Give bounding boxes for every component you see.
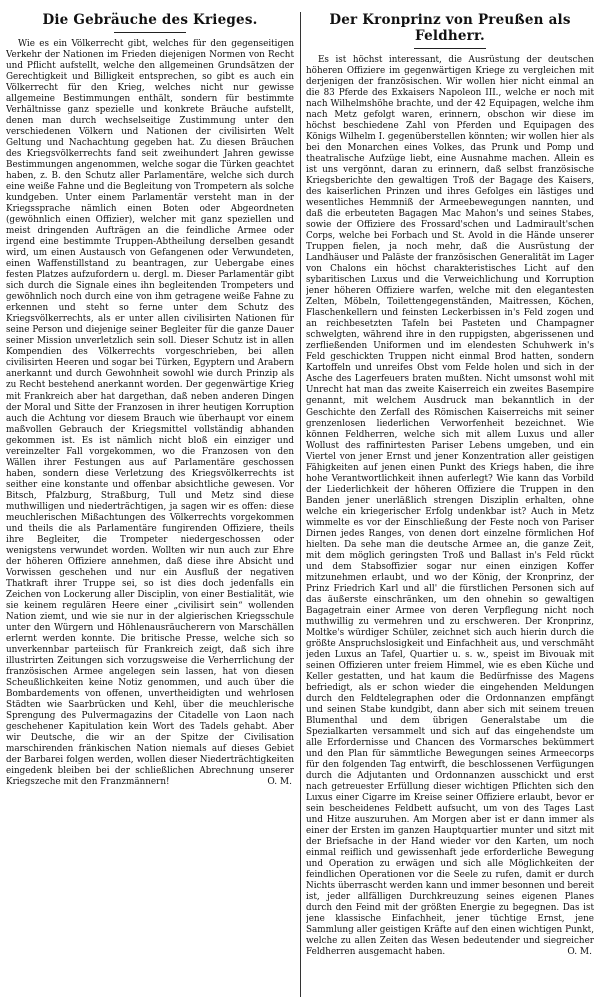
title-rule (114, 32, 186, 33)
two-column-layout (6, 10, 594, 1000)
left-article-text: Wie es ein Völkerrecht gibt, welches für den gegenseitigen Verkehr der Nationen im Frieden diejenigen Normen von Recht und Pflicht aufstellt, welche den allgemeinen Grundsätzen der Gerechtigkeit und Billigkeit entsprechen, so gibt es auch ein Völkerrecht für den Krieg, welches nicht nur gewisse allgemeine Bestimmungen enthält, sondern für bestimmte Verhältnisse ganz spezielle und konkrete Bräuche aufstellt, denen man durch wechselseitige Zustimmung unter den verschiedenen Völkern und Nationen der civilisirten Welt Geltung und Nachachtung gegeben hat. Zu diesen Bräuchen des Kriegsvölkerrechts fand seit zweihundert Jahren gewisse Bestimmungen angenommen, welche sogar die Türken geachtet haben, z. B. den Schutz aller Parlamentäre, welche sich durch eine weiße Fahne und die Begleitung von Trompetern als solche kundgeben. Unter einem Parlamentär versteht man in der Kriegssprache nämlich einen Boten oder Abgeordneten (gewöhnlich einen Offizier), welcher mit ganz speziellen und meist dringenden Aufträgen an die feindliche Armee oder irgend eine bestimmte Truppen-Abtheilung derselben gesandt wird, um einen Austausch von Gefangenen oder Verwundeten, einen Waffenstillstand zu beantragen, zur Uebergabe eines festen Platzes aufzufordern u. dergl. m. Dieser Parlamentär gibt sich durch die Signale eines ihn begleitenden Trompeters und gewöhnlich noch durch eine von ihm getragene weiße Fahne zu erkennen und steht so ferne unter dem Schutz des Kriegsvölkerrechts, als er unter allen civilisirten Nationen für seine Person und diejenige seiner Begleiter für die ganze Dauer seiner Mission unverletzlich sein soll. Dieser Schutz ist in allen Kompendien des Völkerrechts vorgeschrieben, bei allen civilisirten Heeren und sogar bei Türken, Egyptern und Arabern anerkannt und durch Gewohnheit sowohl wie durch Prinzip als zu Recht bestehend anerkannt worden. Der gegenwärtige Krieg mit Frankreich aber hat dargethan, daß neben anderen Dingen der Moral und Sitte der Franzosen in ihrer heutigen Korruption auch die Achtung vor diesem Brauch wie überhaupt vor einem maßvollen Gebrauch der Kriegsmittel vollständig abhanden gekommen ist. Es ist nämlich nicht bloß ein einziger und vereinzelter Fall vorgekommen, wo die Franzosen von den Wällen ihrer Festungen aus auf Parlamentäre geschossen haben, sondern diese Verletzung des Kriegsvölkerrechts ist seither eine konstante und offenbar absichtliche gewesen. Vor Bitsch, Pfalzburg, Straßburg, Tull und Metz sind diese muthwilligen und niederträchtigen, ja sagen wir es offen: diese meuchlerischen Mißachtungen des Völkerrechts vorgekommen und theils die als Parlamentäre fungirenden Offiziere, theils ihre Begleiter, die Trompeter niedergeschossen oder wenigstens verwundet worden. Wollten wir nun auch zur Ehre der höheren Offiziere annehmen, daß diese ihre Absicht und Vorwissen geschehen und nur ein Ausfluß der negativen Thatkraft ihrer Truppe sei, so ist dies doch jedenfalls ein Zeichen von Lockerung aller Disciplin, von einer Bestialität, wie sie keinem regulären Heere einer „civilisirt sein“ wollenden Nation ziemt, und wie sie nur in der algierischen Kriegsschule unter den Würgern und Höhlenausräucherern von Marschällen erlernt werden konnte. Die britische Presse, welche sich so unverkennbar parteiisch für Frankreich zeigt, daß sich ihre illustrirten Zeitungen sich vorzugsweise die Verherrlichung der französischen Armee angelegen sein lassen, hat von diesen Scheußlichkeiten keine Notiz genommen, und auch über die Bombardements von offenen, unvertheidigten und wehrlosen Städten wie Saarbrücken und Kehl, über die meuchlerische Sprengung des Pulvermagazins der Citadelle von Laon nach geschehener Kapitulation kein Wort des Tadels gehabt. Aber wir Deutsche, die wir an der Spitze der Civilisation marschirenden fränkischen Nation niemals auf dieses Gebiet der Barbarei folgen werden, wollen dieser Niederträchtigkeiten eingedenk bleiben bei der schließlichen Abrechnung unserer Kriegszeche mit den Franzmännern! (6, 39, 294, 788)
right-article-text: Es ist höchst interessant, die Ausrüstung der deutschen höheren Offiziere im gegenwärtigen Kriege zu vergleichen mit derjenigen der französischen. Wir wollen hier nicht einmal an die 83 Pferde des Exkaisers Napoleon III., welche er noch mit nach Wilhelmshöhe brachte, und der 42 Equipagen, welche ihm nach Metz gefolgt waren, erinnern, obschon wir diese im höchst beschiedene Zahl von Pferden und Equipagen des Königs Wilhelm I. gegenüberstellen könnten; wir wollen hier als bei den Monarchen eines Volkes, das Prunk und Pomp und theatralische Aufzüge liebt, eine Ausnahme machen. Allein es ist uns vergönnt, daran zu erinnern, daß selbst französische Kriegsberichte den gewaltigen Troß der Bagage des Kaisers, des kaiserlichen Prinzen und ihres Gefolges ein lästiges und wesentliches Hemmniß der Armeebewegungen nannten, und daß die erbeuteten Bagagen Mac Mahon's und seines Stabes, sowie der Offiziere des Frossard'schen und Ladmirault'schen Corps, welche bei Forbach und St. Avold in die Hände unserer Truppen fielen, ja noch mehr, daß die Ausrüstung der Landhäuser und Paläste der französischen Generalität im Lager von Chalons ein höchst charakteristisches Licht auf den sybaritischen Luxus und die Verweichlichung und Korruption jener höheren Offiziere warfen, welche mit den elegantesten Zelten, Möbeln, Toilettengegenständen, Maitressen, Köchen, Flaschenkellern und feinsten Leckerbissen in's Feld zogen und an reichbesetzten Tafeln bei Pasteten und Champagner schwelgten, während ihre in den ruppigsten, abgerissenen und zerfließenden Uniformen und im elendesten Schuhwerk in's Feld geschickten Truppen nicht einmal Brod hatten, sondern Kartoffeln und unreifes Obst vom Felde holen und sich in der Asche des Lagerfeuers braten mußten. Nicht umsonst wohl mit Unrecht hat man das zweite Kaiserreich ein zweites Basempire genannt, mit welchem Ausdruck man bekanntlich in der Geschichte den Zerfall des Römischen Kaiserreichs mit seiner grenzenlosen liederlichen Verworfenheit bezeichnet. Wie können Feldherren, welche sich mit allem Luxus und aller Wollust des raffinirtesten Pariser Lebens umgeben, und ein Viertel von jener Ernst und jener Konzentration aller geistigen Fähigkeiten auf jenen einen Punkt des Kriegs haben, die ihre hohe Verantwortlichkeit ihnen auferlegt? Wie kann das Vorbild der Liederlichkeit der höheren Offiziere die Truppen in den Banden jener unerläßlich strengen Disziplin erhalten, ohne welche ein kriegerischer Erfolg undenkbar ist? Auch in Metz wimmelte es vor der Einschließung der Feste noch von Pariser Dirnen jedes Ranges, von denen dort einzelne förmlichen Hof hielten. Da sehe man die deutsche Armee an, die ganze Zeit, mit dem möglich geringsten Troß und Ballast in's Feld rückt und dem Stabsoffizier sogar nur einen einzigen Koffer mitzunehmen erlaubt, und wo der König, der Kronprinz, der Prinz Friedrich Karl und all' die fürstlichen Personen sich auf das äußerste einschränken, um den ohnehin so gewaltigen Bagagetrain einer Armee von deren Verpflegung nicht noch muthwillig zu vermehren und zu erschweren. Der Kronprinz, Moltke's würdiger Schüler, zeichnet sich auch hierin durch die größte Anspruchslosigkeit und Einfachheit aus, und verschmäht jeden Luxus an Tafel, Quartier u. s. w., speist im Bivouak mit seinen Offizieren unter freiem Himmel, wie es eben Küche und Keller gestatten, und hat kaum die Bedürfnisse des Magens befriedigt, als er schon wieder die eingehenden Meldungen durch den Feldtelegraphen oder die Ordonnanzen empfängt und seinen Stabe kundgibt, dann aber sich mit seinem treuen Blumenthal und dem übrigen Generalstabe um die Spezialkarten versammelt und sich auf das eingehendste um alle Erfordernisse und Chancen des Vormarsches bekümmert und den Plan für sämmtliche Bewegungen seines Armeecorps für den folgenden Tag entwirft, die beschlossenen Verfügungen durch die Adjutanten und Ordonnanzen ausschickt und erst nach getreuester Erfüllung dieser wichtigen Pflichten sich den Luxus einer Cigarre im Kreise seiner Offiziere erlaubt, bevor er sein bescheidenes Feldbett aufsucht, um von des Tages Last und Hitze auszuruhen. Am Morgen aber ist er dann immer als einer der Ersten im ganzen Hauptquartier munter und sitzt mit der Briefsache in der Hand wieder vor den Karten, um noch einmal reiflich und gewissenhaft jede erforderliche Bewegung und Operation zu erwägen und sich alle Möglichkeiten der feindlichen Operationen vor die Seele zu rufen, damit er durch Nichts überrascht werden kann und immer besonnen und bereit ist, jeder allfälligen Durchkreuzung seines eigenen Planes durch den Feind mit der größten Energie zu begegnen. Das ist jene klassische Einfachheit, jener tüchtige Ernst, jene Sammlung aller geistigen Kräfte auf den einen wichtigen Punkt, welche zu allen Zeiten das Wesen bedeutender und siegreicher Feldherren ausgemacht haben. (306, 55, 594, 958)
title-rule (414, 48, 486, 49)
left-article-signature: O. M. (267, 777, 292, 788)
right-column (306, 10, 594, 1000)
right-article-body (306, 55, 594, 958)
column-divider (300, 12, 301, 997)
left-article-title: Die Gebräuche des Krieges. (42, 12, 258, 28)
right-article-title: Der Kronprinz von Preußen als Feldherr. (329, 12, 571, 44)
right-article-signature: O. M. (567, 947, 592, 958)
left-article-body (6, 39, 294, 788)
left-column (6, 10, 294, 1000)
